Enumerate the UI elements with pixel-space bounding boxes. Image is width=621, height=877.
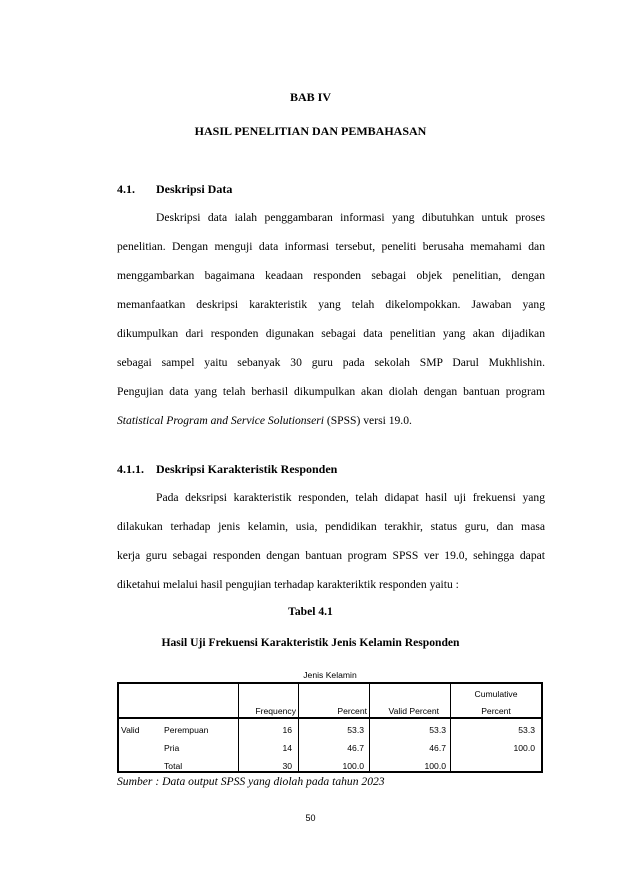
cell-percent: 46.7 <box>347 743 364 753</box>
cell-percent: 53.3 <box>347 725 364 735</box>
paragraph-line: kerja guru sebagai responden dengan bantuan program SPSS ver 19.0, sehingga dapat <box>117 549 545 562</box>
row-label: Pria <box>164 743 180 753</box>
paragraph-line: dilakukan terhadap jenis kelamin, usia, pendidikan terakhir, status guru, dan masa <box>117 520 545 533</box>
row-label: Total <box>164 761 183 771</box>
paragraph-line: penelitian. Dengan menguji data informasi tersebut, peneliti berusaha memahami dan <box>117 240 545 253</box>
paragraph-line: Deskripsi data ialah penggambaran informasi yang dibutuhkan untuk proses <box>156 211 545 224</box>
paragraph-text: (SPSS) versi 19.0. <box>323 414 412 427</box>
paragraph-line: sebagai sampel yaitu sebanyak 30 guru pada sekolah SMP Darul Mukhlishin. <box>117 356 545 369</box>
cell-percent: 100.0 <box>342 761 364 771</box>
header-cumulative: Cumulative <box>474 689 518 699</box>
group-label: Valid <box>121 725 140 735</box>
cell-valid-percent: 53.3 <box>429 725 446 735</box>
cell-cumulative: 100.0 <box>513 743 535 753</box>
cell-frequency: 30 <box>282 761 292 771</box>
cell-valid-percent: 46.7 <box>429 743 446 753</box>
paragraph-line-last <box>117 414 545 427</box>
spss-table-title: Jenis Kelamin <box>303 670 357 680</box>
chapter-number: BAB IV <box>289 90 331 104</box>
cell-valid-percent: 100.0 <box>424 761 446 771</box>
table-border-top <box>117 682 543 684</box>
section-title: Deskripsi Data <box>156 182 233 196</box>
subsection-number: 4.1.1. <box>117 462 144 476</box>
software-name: Statistical Program and Service Solutionseri <box>117 414 324 427</box>
paragraph-line: memanfaatkan deskripsi karakteristik yang telah dikelompokkan. Jawaban yang <box>117 298 545 311</box>
section-number: 4.1. <box>117 182 135 196</box>
paragraph-line: dikumpulkan dari responden digunakan sebagai data penelitian yang akan dijadikan <box>117 327 545 340</box>
table-border-bottom <box>117 771 543 773</box>
header-percent: Percent <box>337 706 367 716</box>
table-source: Sumber : Data output SPSS yang diolah pada tahun 2023 <box>117 775 385 788</box>
paragraph-line: Pengujian data yang telah berhasil dikumpulkan akan diolah dengan bantuan program <box>117 385 545 398</box>
header-valid-percent: Valid Percent <box>388 706 439 716</box>
cell-frequency: 16 <box>282 725 292 735</box>
table-header-rule <box>117 717 543 719</box>
cell-frequency: 14 <box>282 743 292 753</box>
header-cumulative-percent: Percent <box>481 706 511 716</box>
cell-cumulative: 53.3 <box>518 725 535 735</box>
paragraph-line: diketahui melalui hasil pengujian terhadap karakteriktik responden yaitu : <box>117 578 459 591</box>
page-number: 50 <box>305 813 316 823</box>
subsection-title: Deskripsi Karakteristik Responden <box>156 462 338 476</box>
row-label: Perempuan <box>164 725 209 735</box>
table-label: Tabel 4.1 <box>288 605 333 618</box>
header-frequency: Frequency <box>255 706 296 716</box>
paragraph-line: menggambarkan bagaimana keadaan responden sebagai objek penelitian, dengan <box>117 269 545 282</box>
table-title: Hasil Uji Frekuensi Karakteristik Jenis Kelamin Responden <box>161 636 460 649</box>
table-border-left <box>117 682 119 772</box>
paragraph-line: Pada deksripsi karakteristik responden, telah didapat hasil uji frekuensi yang <box>156 491 545 504</box>
chapter-title: HASIL PENELITIAN DAN PEMBAHASAN <box>194 124 427 138</box>
